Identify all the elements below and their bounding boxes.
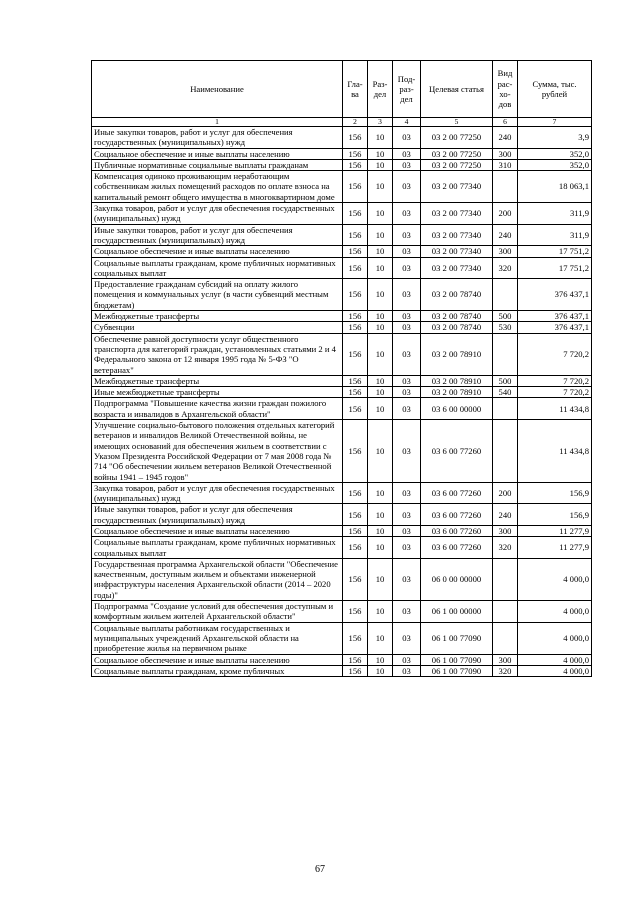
budget-table [91,60,592,677]
row-target-article-cell: 06 1 00 77090 [421,622,493,654]
row-sum-cell: 7 720,2 [518,375,592,386]
table-row [92,665,592,676]
row-target-article-cell: 03 2 00 77250 [421,148,493,159]
row-glava-cell: 156 [343,311,368,322]
row-name-cell: Государственная программа Архангельской области "Обеспечение качественным, доступным жильем и объектами инженерной инфраструктуры населения Архангельской области (2014 – 2020 годы)" [92,558,343,600]
row-sum-cell: 11 277,9 [518,537,592,559]
row-razdel-cell: 10 [368,387,393,398]
table-row [92,246,592,257]
row-podrazdel-cell: 03 [393,537,421,559]
row-podrazdel-cell: 03 [393,504,421,526]
row-name-cell: Иные межбюджетные трансферты [92,387,343,398]
row-podrazdel-cell: 03 [393,482,421,504]
row-podrazdel-cell: 03 [393,654,421,665]
row-expense-type-cell: 200 [493,482,518,504]
budget-document-sheet [91,60,591,677]
row-target-article-cell: 03 2 00 78740 [421,322,493,333]
row-razdel-cell: 10 [368,246,393,257]
row-podrazdel-cell: 03 [393,203,421,225]
row-sum-cell: 156,9 [518,482,592,504]
row-expense-type-cell: 300 [493,654,518,665]
row-target-article-cell: 06 0 00 00000 [421,558,493,600]
header-podrazdel: Под-раз-дел [393,61,421,118]
table-row [92,322,592,333]
row-name-cell: Иные закупки товаров, работ и услуг для обеспечения государственных (муниципальных) нужд [92,127,343,149]
row-expense-type-cell: 240 [493,224,518,246]
row-expense-type-cell [493,622,518,654]
table-row [92,622,592,654]
row-name-cell: Социальные выплаты гражданам, кроме публичных нормативных социальных выплат [92,537,343,559]
row-sum-cell: 376 437,1 [518,311,592,322]
table-header-row [92,61,592,118]
row-expense-type-cell: 320 [493,257,518,279]
row-sum-cell: 4 000,0 [518,654,592,665]
row-podrazdel-cell: 03 [393,311,421,322]
column-number: 1 [92,118,343,127]
row-glava-cell: 156 [343,622,368,654]
row-razdel-cell: 10 [368,601,393,623]
row-target-article-cell: 03 6 00 77260 [421,420,493,483]
row-expense-type-cell: 200 [493,203,518,225]
row-glava-cell: 156 [343,257,368,279]
row-expense-type-cell: 310 [493,159,518,170]
row-podrazdel-cell: 03 [393,127,421,149]
row-name-cell: Субвенции [92,322,343,333]
row-expense-type-cell: 320 [493,537,518,559]
row-glava-cell: 156 [343,387,368,398]
row-expense-type-cell [493,279,518,311]
row-glava-cell: 156 [343,537,368,559]
table-body [92,127,592,677]
row-expense-type-cell [493,333,518,375]
row-expense-type-cell: 500 [493,375,518,386]
row-expense-type-cell: 530 [493,322,518,333]
row-name-cell: Иные закупки товаров, работ и услуг для обеспечения государственных (муниципальных) нужд [92,224,343,246]
column-number-row [92,118,592,127]
row-razdel-cell: 10 [368,504,393,526]
table-row [92,171,592,203]
row-sum-cell: 7 720,2 [518,387,592,398]
column-number: 4 [393,118,421,127]
row-razdel-cell: 10 [368,279,393,311]
table-row [92,525,592,536]
row-glava-cell: 156 [343,171,368,203]
row-podrazdel-cell: 03 [393,224,421,246]
row-razdel-cell: 10 [368,398,393,420]
row-podrazdel-cell: 03 [393,322,421,333]
row-expense-type-cell: 500 [493,311,518,322]
row-podrazdel-cell: 03 [393,257,421,279]
row-expense-type-cell [493,171,518,203]
row-name-cell: Подпрограмма "Повышение качества жизни граждан пожилого возраста и инвалидов в Архангельской области" [92,398,343,420]
row-glava-cell: 156 [343,333,368,375]
row-name-cell: Межбюджетные трансферты [92,311,343,322]
row-podrazdel-cell: 03 [393,148,421,159]
row-glava-cell: 156 [343,279,368,311]
row-glava-cell: 156 [343,398,368,420]
row-sum-cell: 17 751,2 [518,257,592,279]
header-target-article: Целевая статья [421,61,493,118]
row-name-cell: Социальные выплаты гражданам, кроме публичных [92,665,343,676]
row-sum-cell: 4 000,0 [518,601,592,623]
row-target-article-cell: 06 1 00 77090 [421,665,493,676]
row-name-cell: Закупка товаров, работ и услуг для обеспечения государственных (муниципальных) нужд [92,203,343,225]
row-razdel-cell: 10 [368,311,393,322]
header-sum: Сумма, тыс. рублей [518,61,592,118]
row-target-article-cell: 03 2 00 77340 [421,224,493,246]
row-podrazdel-cell: 03 [393,246,421,257]
table-row [92,159,592,170]
row-glava-cell: 156 [343,654,368,665]
row-expense-type-cell [493,398,518,420]
page-number: 67 [315,864,325,875]
row-sum-cell: 11 434,8 [518,398,592,420]
table-row [92,257,592,279]
row-sum-cell: 376 437,1 [518,279,592,311]
row-sum-cell: 156,9 [518,504,592,526]
table-row [92,398,592,420]
row-sum-cell: 4 000,0 [518,558,592,600]
row-sum-cell: 3,9 [518,127,592,149]
row-target-article-cell: 06 1 00 00000 [421,601,493,623]
row-target-article-cell: 03 2 00 77340 [421,246,493,257]
row-target-article-cell: 03 6 00 77260 [421,525,493,536]
row-podrazdel-cell: 03 [393,665,421,676]
row-name-cell: Социальное обеспечение и иные выплаты населению [92,654,343,665]
row-glava-cell: 156 [343,127,368,149]
row-glava-cell: 156 [343,159,368,170]
row-target-article-cell: 03 2 00 77340 [421,203,493,225]
row-podrazdel-cell: 03 [393,279,421,311]
row-expense-type-cell [493,420,518,483]
row-podrazdel-cell: 03 [393,159,421,170]
row-target-article-cell: 06 1 00 77090 [421,654,493,665]
row-razdel-cell: 10 [368,333,393,375]
row-razdel-cell: 10 [368,654,393,665]
row-expense-type-cell: 540 [493,387,518,398]
row-name-cell: Компенсация одиноко проживающим неработающим собственникам жилых помещений расходов по оплате взноса на капитальный ремонт общего имущества в многоквартирном доме [92,171,343,203]
row-target-article-cell: 03 2 00 78910 [421,333,493,375]
row-target-article-cell: 03 2 00 77340 [421,171,493,203]
header-glava: Гла-ва [343,61,368,118]
row-glava-cell: 156 [343,665,368,676]
table-row [92,482,592,504]
table-row [92,311,592,322]
row-sum-cell: 11 434,8 [518,420,592,483]
row-name-cell: Межбюджетные трансферты [92,375,343,386]
row-podrazdel-cell: 03 [393,171,421,203]
table-row [92,504,592,526]
row-podrazdel-cell: 03 [393,398,421,420]
row-glava-cell: 156 [343,420,368,483]
row-expense-type-cell: 240 [493,504,518,526]
row-target-article-cell: 03 6 00 77260 [421,504,493,526]
table-row [92,558,592,600]
row-podrazdel-cell: 03 [393,387,421,398]
row-name-cell: Подпрограмма "Создание условий для обеспечения доступным и комфортным жильем жителей Архангельской области" [92,601,343,623]
row-expense-type-cell [493,558,518,600]
row-razdel-cell: 10 [368,171,393,203]
row-target-article-cell: 03 2 00 78910 [421,375,493,386]
row-name-cell: Социальные выплаты работникам государственных и муниципальных учреждений Архангельской области на приобретение жилья на первичном рынке [92,622,343,654]
row-sum-cell: 352,0 [518,159,592,170]
row-target-article-cell: 03 2 00 77250 [421,159,493,170]
row-target-article-cell: 03 2 00 77340 [421,257,493,279]
row-glava-cell: 156 [343,504,368,526]
row-podrazdel-cell: 03 [393,622,421,654]
row-razdel-cell: 10 [368,482,393,504]
column-number: 2 [343,118,368,127]
row-sum-cell: 311,9 [518,203,592,225]
row-razdel-cell: 10 [368,622,393,654]
table-row [92,537,592,559]
row-podrazdel-cell: 03 [393,333,421,375]
row-glava-cell: 156 [343,224,368,246]
row-name-cell: Социальные выплаты гражданам, кроме публичных нормативных социальных выплат [92,257,343,279]
row-sum-cell: 376 437,1 [518,322,592,333]
column-number: 5 [421,118,493,127]
row-glava-cell: 156 [343,558,368,600]
row-glava-cell: 156 [343,246,368,257]
row-target-article-cell: 03 2 00 78910 [421,387,493,398]
row-expense-type-cell: 300 [493,525,518,536]
row-razdel-cell: 10 [368,127,393,149]
table-row [92,333,592,375]
row-razdel-cell: 10 [368,525,393,536]
row-target-article-cell: 03 6 00 00000 [421,398,493,420]
row-name-cell: Социальное обеспечение и иные выплаты населению [92,525,343,536]
row-glava-cell: 156 [343,482,368,504]
row-name-cell: Обеспечение равной доступности услуг общественного транспорта для категорий граждан, установленных статьями 2 и 4 Федерального закона от 12 января 1995 года № 5-ФЗ "О ветеранах" [92,333,343,375]
row-razdel-cell: 10 [368,420,393,483]
row-name-cell: Социальное обеспечение и иные выплаты населению [92,148,343,159]
row-name-cell: Социальное обеспечение и иные выплаты населению [92,246,343,257]
table-row [92,387,592,398]
row-expense-type-cell: 240 [493,127,518,149]
row-expense-type-cell: 300 [493,246,518,257]
row-glava-cell: 156 [343,203,368,225]
row-sum-cell: 311,9 [518,224,592,246]
table-row [92,601,592,623]
row-name-cell: Предоставление гражданам субсидий на оплату жилого помещения и коммунальных услуг (в части субвенций местным бюджетам) [92,279,343,311]
row-target-article-cell: 03 6 00 77260 [421,482,493,504]
header-razdel: Раз-дел [368,61,393,118]
column-number: 6 [493,118,518,127]
row-expense-type-cell [493,601,518,623]
row-razdel-cell: 10 [368,159,393,170]
table-row [92,375,592,386]
row-target-article-cell: 03 6 00 77260 [421,537,493,559]
table-row [92,279,592,311]
row-podrazdel-cell: 03 [393,601,421,623]
table-row [92,203,592,225]
row-sum-cell: 17 751,2 [518,246,592,257]
row-podrazdel-cell: 03 [393,525,421,536]
row-sum-cell: 7 720,2 [518,333,592,375]
row-razdel-cell: 10 [368,148,393,159]
table-row [92,420,592,483]
row-sum-cell: 352,0 [518,148,592,159]
row-razdel-cell: 10 [368,375,393,386]
row-razdel-cell: 10 [368,203,393,225]
row-razdel-cell: 10 [368,257,393,279]
row-target-article-cell: 03 2 00 78740 [421,311,493,322]
row-glava-cell: 156 [343,601,368,623]
row-sum-cell: 11 277,9 [518,525,592,536]
row-podrazdel-cell: 03 [393,420,421,483]
row-expense-type-cell: 320 [493,665,518,676]
row-expense-type-cell: 300 [493,148,518,159]
row-razdel-cell: 10 [368,665,393,676]
row-name-cell: Улучшение социально-бытового положения отдельных категорий ветеранов и инвалидов Великой Отечественной войны, не имеющих оснований для обеспечения жильем в соответствии с Указом Президента Российской Федерации от 7 мая 2008 года № 714 "Об обеспечении жильем ветеранов Великой Отечественной войны 1941 – 1945 годов" [92,420,343,483]
row-podrazdel-cell: 03 [393,375,421,386]
row-glava-cell: 156 [343,322,368,333]
table-row [92,654,592,665]
header-name: Наименование [92,61,343,118]
header-expense-type: Вид рас-хо-дов [493,61,518,118]
row-razdel-cell: 10 [368,322,393,333]
row-name-cell: Публичные нормативные социальные выплаты гражданам [92,159,343,170]
row-glava-cell: 156 [343,375,368,386]
row-target-article-cell: 03 2 00 77250 [421,127,493,149]
row-name-cell: Закупка товаров, работ и услуг для обеспечения государственных (муниципальных) нужд [92,482,343,504]
row-glava-cell: 156 [343,525,368,536]
row-glava-cell: 156 [343,148,368,159]
row-razdel-cell: 10 [368,537,393,559]
row-name-cell: Иные закупки товаров, работ и услуг для обеспечения государственных (муниципальных) нужд [92,504,343,526]
row-podrazdel-cell: 03 [393,558,421,600]
column-number: 7 [518,118,592,127]
table-row [92,127,592,149]
row-target-article-cell: 03 2 00 78740 [421,279,493,311]
row-sum-cell: 4 000,0 [518,665,592,676]
row-sum-cell: 4 000,0 [518,622,592,654]
row-razdel-cell: 10 [368,224,393,246]
table-row [92,148,592,159]
column-number: 3 [368,118,393,127]
row-razdel-cell: 10 [368,558,393,600]
table-row [92,224,592,246]
row-sum-cell: 18 063,1 [518,171,592,203]
